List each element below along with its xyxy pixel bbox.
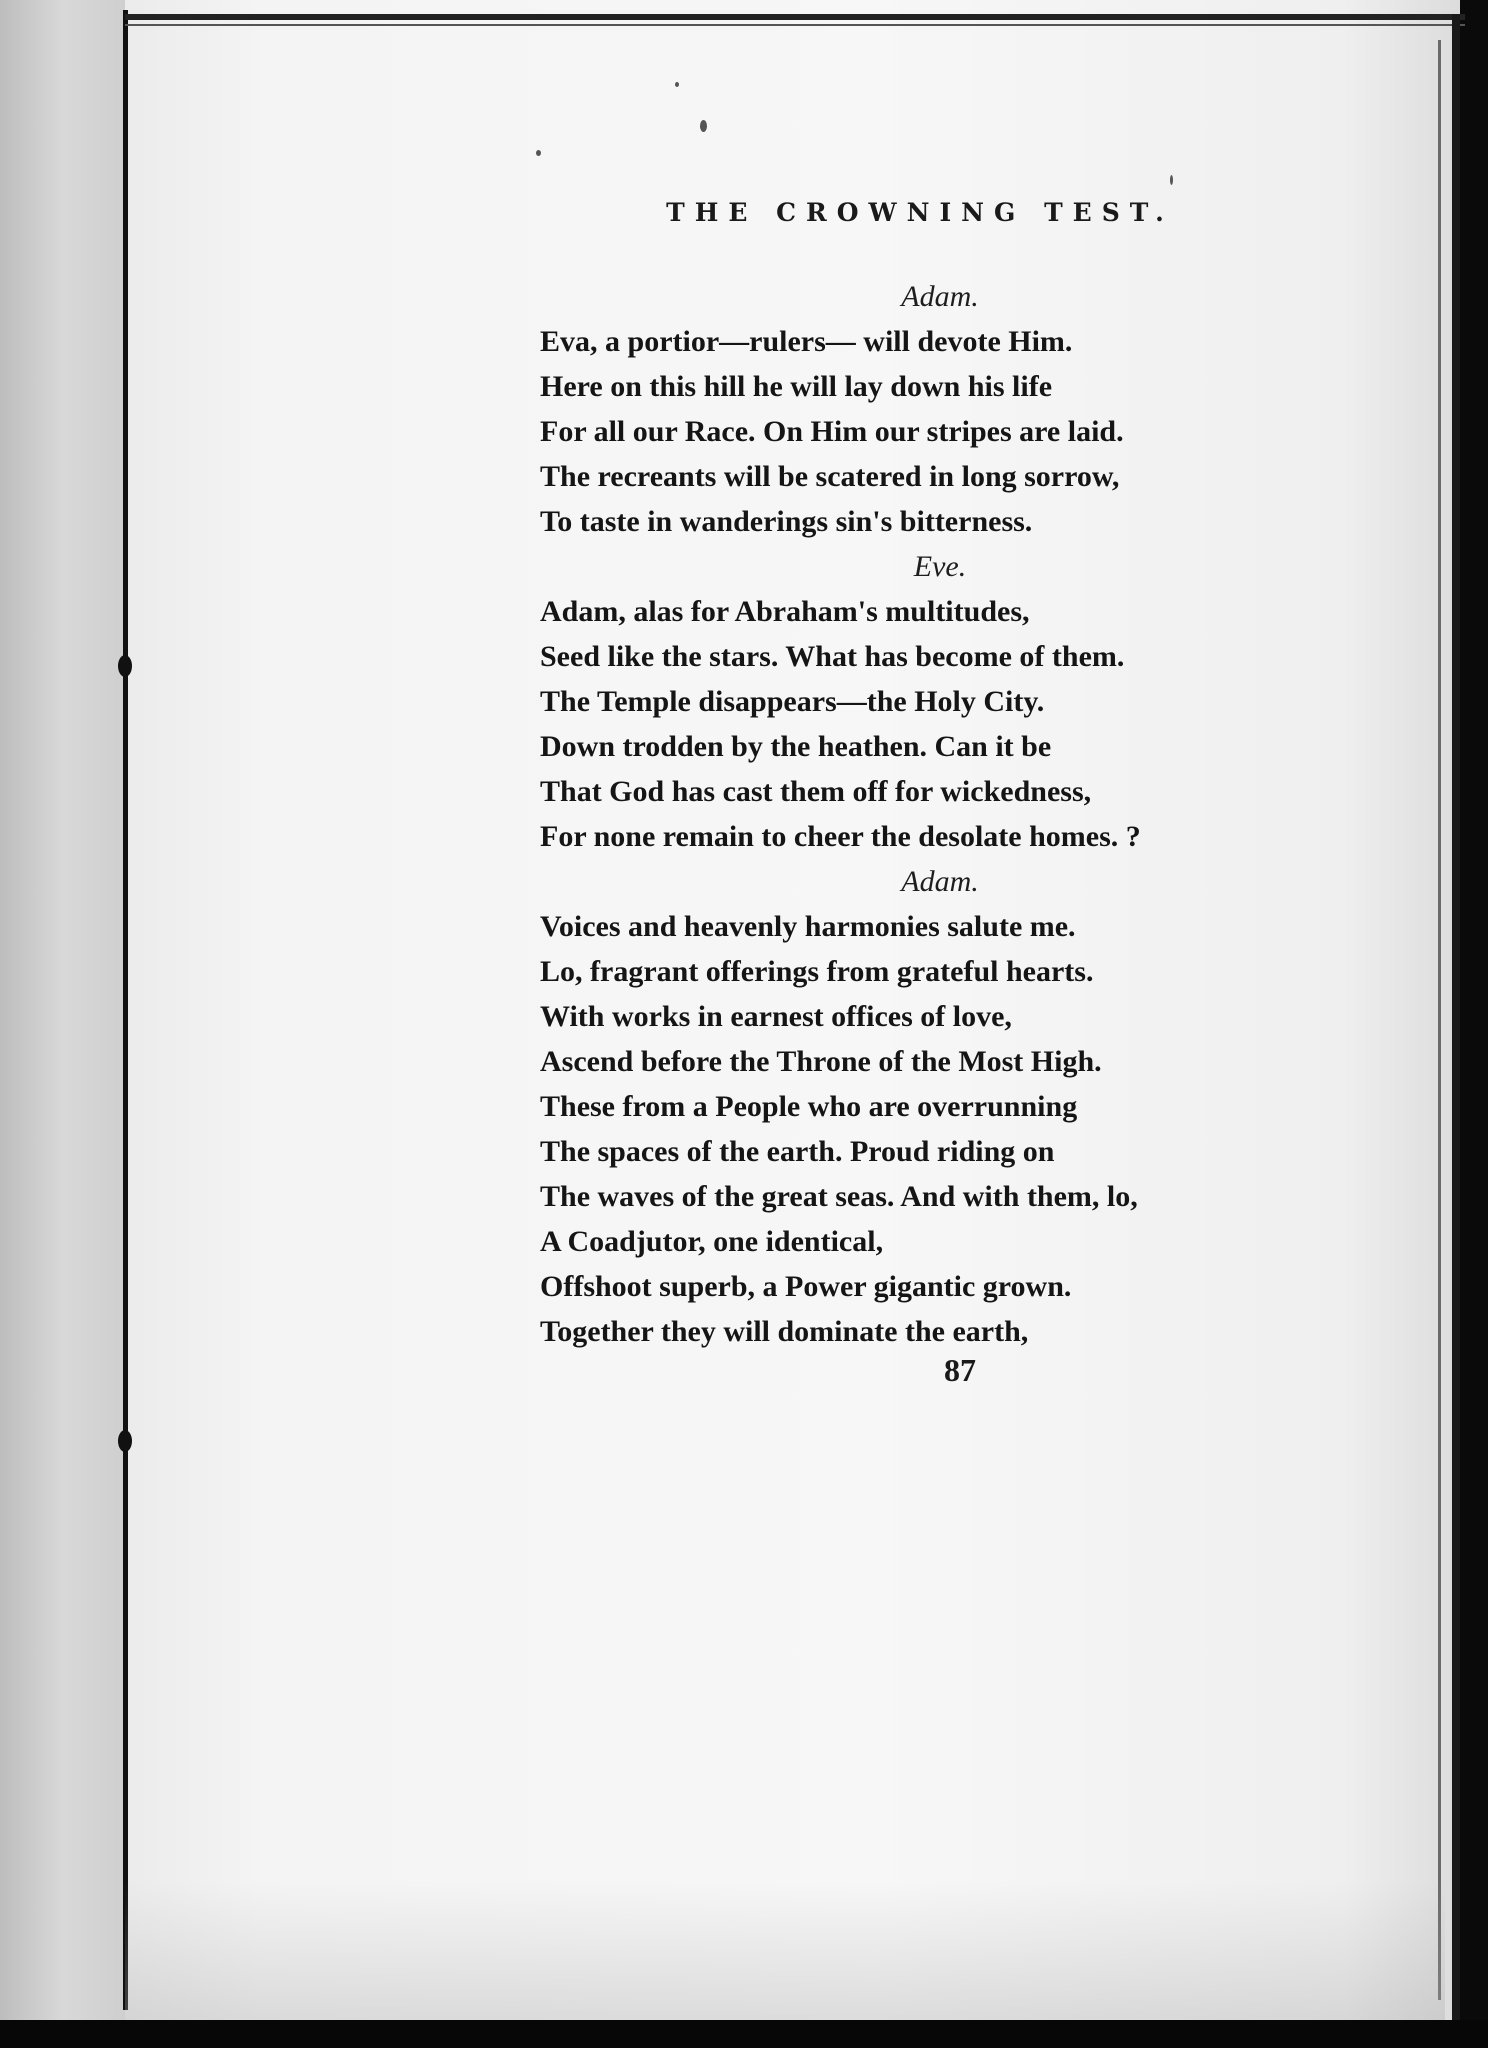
verse-line: Here on this hill he will lay down his life xyxy=(540,370,1053,403)
ink-speck xyxy=(675,82,679,87)
running-head: THE CROWNING TEST. xyxy=(666,198,1174,227)
verse-line: A Coadjutor, one identical, xyxy=(540,1225,884,1258)
book-spine-line xyxy=(123,10,128,2010)
verse-line: For none remain to cheer the desolate homes. ? xyxy=(540,820,1141,853)
verse-line: Together they will dominate the earth, xyxy=(540,1315,1029,1348)
speaker-label: Adam. xyxy=(901,865,979,898)
speaker-label: Adam. xyxy=(901,280,979,313)
verse-line: Seed like the stars. What has become of them. xyxy=(540,640,1125,673)
speaker-label: Eve. xyxy=(913,550,967,583)
ink-speck xyxy=(536,150,541,156)
verse-line: Down trodden by the heathen. Can it be xyxy=(540,730,1052,763)
verse-line: Ascend before the Throne of the Most High. xyxy=(540,1045,1102,1078)
verse-line: That God has cast them off for wickedness, xyxy=(540,775,1092,808)
ink-speck xyxy=(700,120,707,132)
verse-line: For all our Race. On Him our stripes are laid. xyxy=(540,415,1124,448)
page-top-edge xyxy=(125,14,1465,20)
verse-line: To taste in wanderings sin's bitterness. xyxy=(540,505,1033,538)
verse-line: The spaces of the earth. Proud riding on xyxy=(540,1135,1055,1168)
page-top-edge-inner xyxy=(125,24,1465,26)
verse-line: Adam, alas for Abraham's multitudes, xyxy=(540,595,1030,628)
verse-line: Voices and heavenly harmonies salute me. xyxy=(540,910,1076,943)
facing-page-strip xyxy=(0,0,125,2020)
verse-line: The waves of the great seas. And with them, lo, xyxy=(540,1180,1138,1213)
verse-line: The recreants will be scatered in long sorrow, xyxy=(540,460,1120,493)
scan-bottom-border xyxy=(0,2020,1488,2048)
poem-text xyxy=(540,274,1340,1354)
verse-line: The Temple disappears—the Holy City. xyxy=(540,685,1045,718)
ink-speck xyxy=(1170,175,1173,185)
bottom-shading xyxy=(125,1880,1445,2020)
spine-mark-bottom xyxy=(118,1430,132,1452)
spine-mark-top xyxy=(118,655,132,677)
page-number: 87 xyxy=(944,1352,976,1388)
verse-line: Lo, fragrant offerings from grateful hearts. xyxy=(540,955,1094,988)
page-right-edge xyxy=(1452,14,1460,2020)
verse-line: With works in earnest offices of love, xyxy=(540,1000,1012,1033)
verse-line: Eva, a portior—rulers— will devote Him. xyxy=(540,325,1073,358)
verse-line: These from a People who are overrunning xyxy=(540,1090,1078,1123)
verse-line: Offshoot superb, a Power gigantic grown. xyxy=(540,1270,1072,1303)
page-right-edge-inner xyxy=(1438,40,1441,2000)
